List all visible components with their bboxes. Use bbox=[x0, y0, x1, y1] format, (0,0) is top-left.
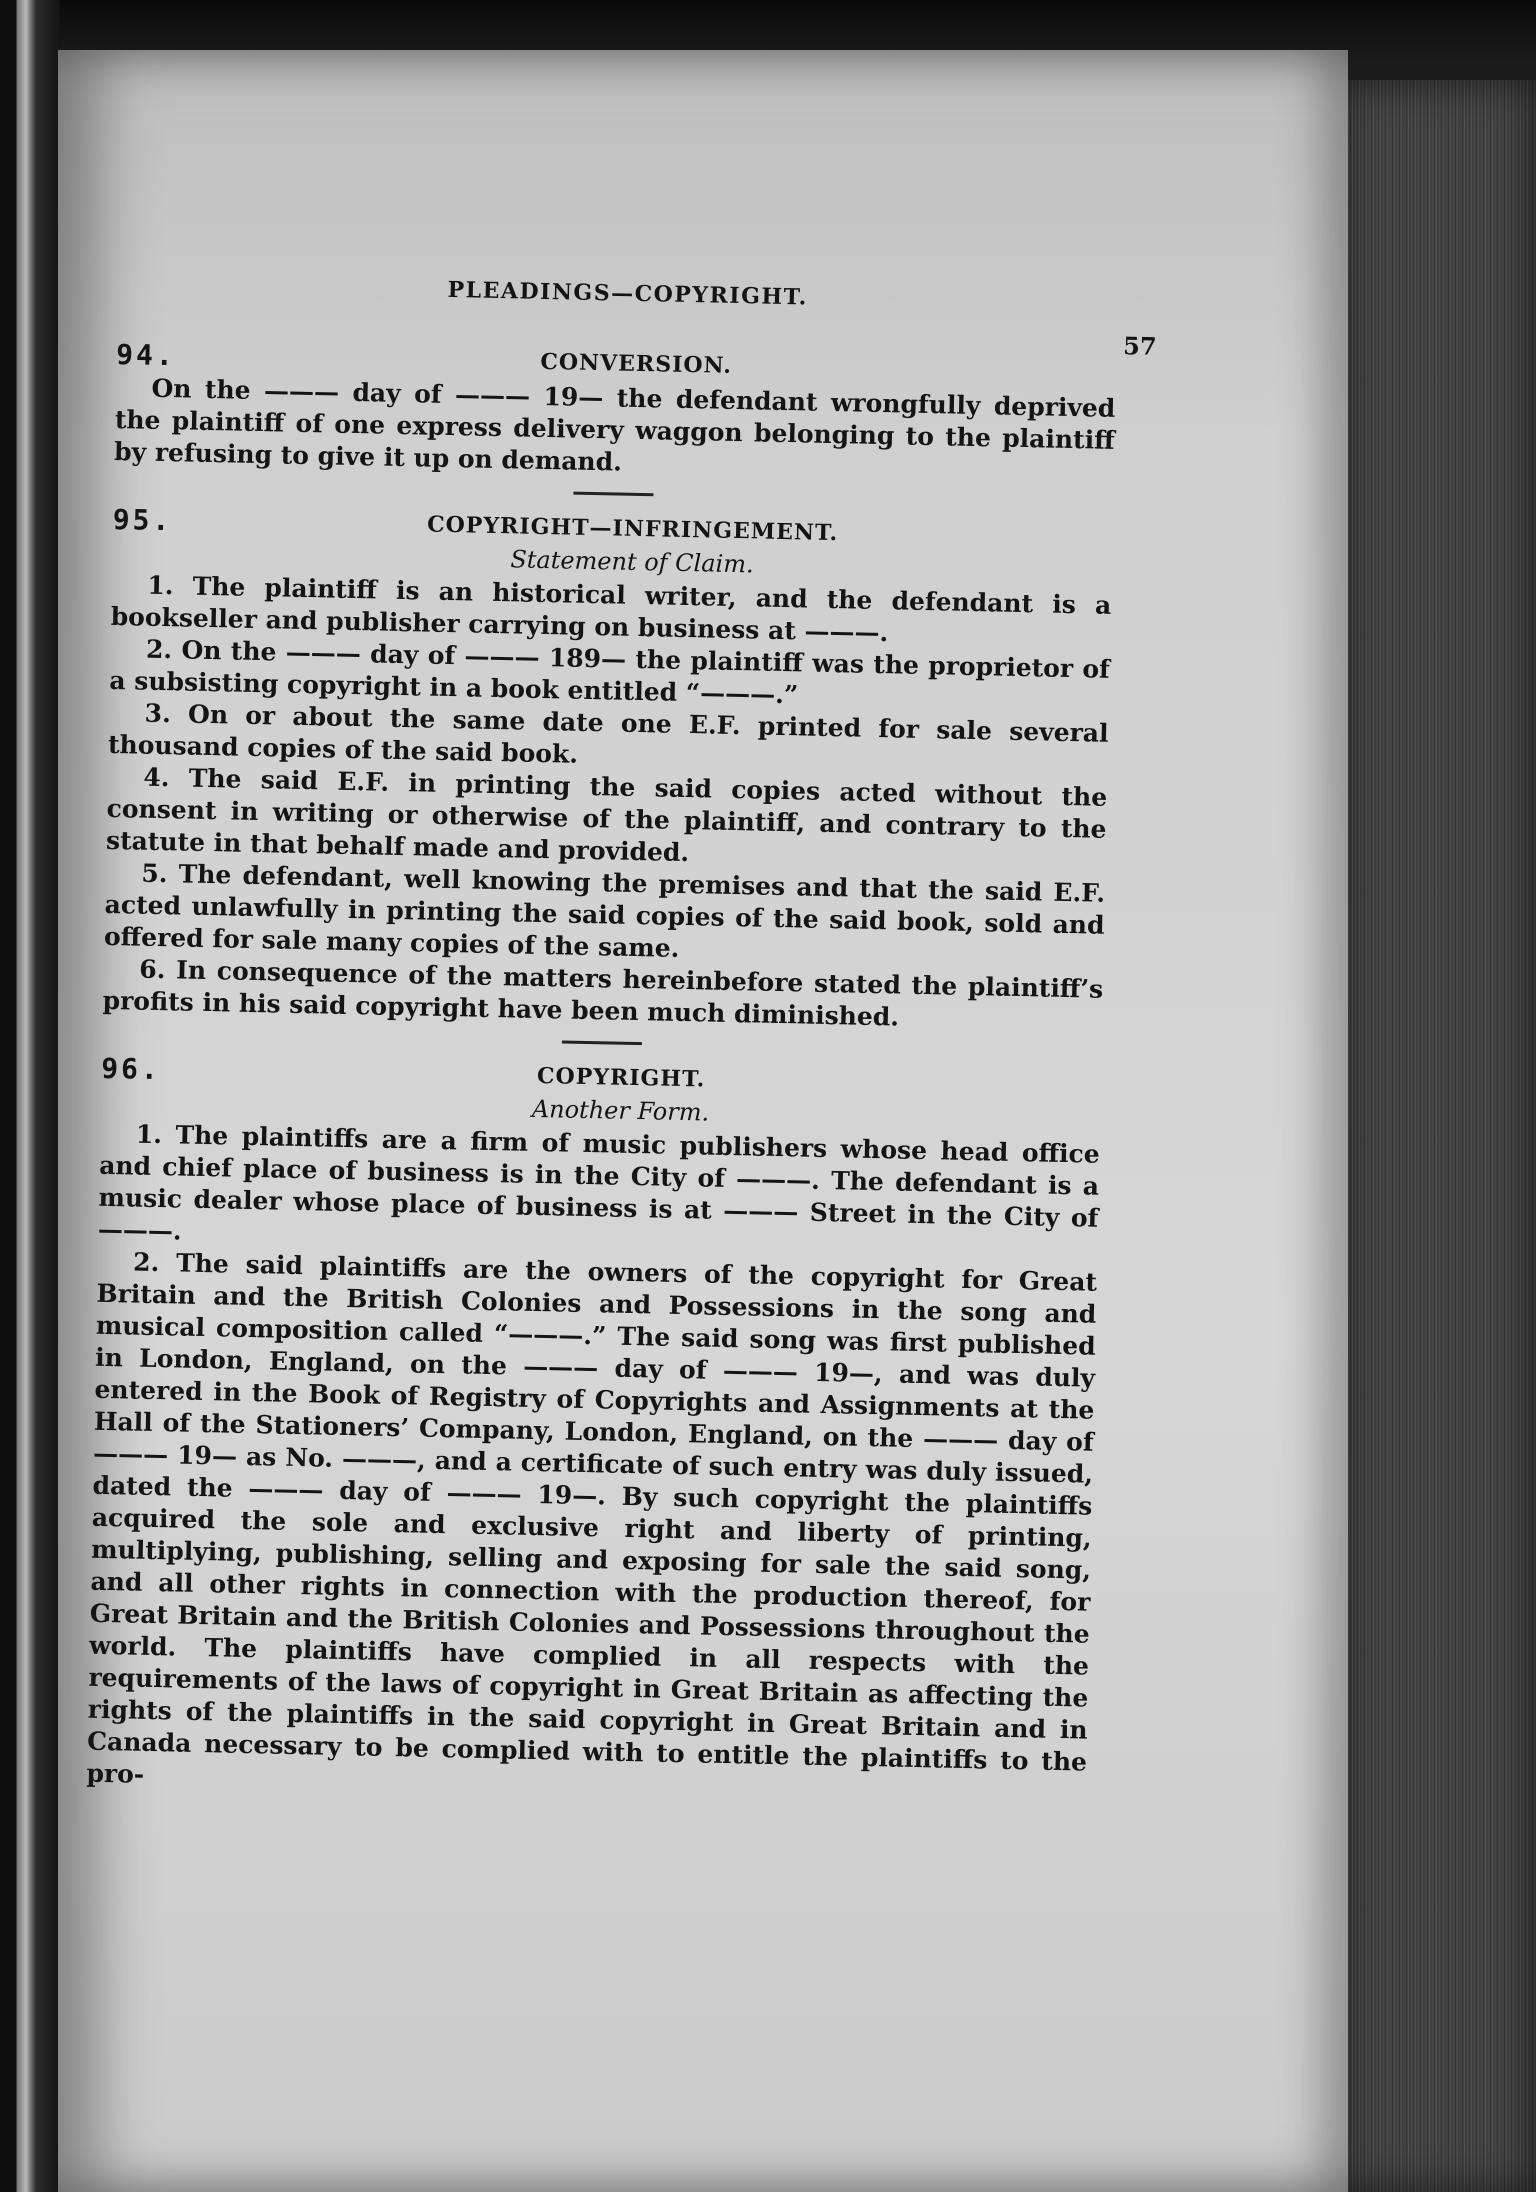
paragraph: 1. The plaintiff is an historical writer, and the defendant is a bookseller and publisher carrying on business at ———. bbox=[110, 570, 1112, 648]
paragraph: 2. On the ——— day of ——— 189— the plaintiff was the proprietor of a subsisting copyright in a book entitled “———.” bbox=[109, 634, 1111, 710]
section-95 bbox=[102, 502, 1113, 1038]
section-divider bbox=[573, 492, 653, 497]
paragraph: 1. The plaintiffs are a firm of music publishers whose head office and chief place of business is in the City of ———. The defendant is a music dealer whose place of business is at ——— Street in the City of ———. bbox=[97, 1119, 1101, 1246]
scan-left-edge bbox=[0, 0, 60, 2192]
section-divider bbox=[562, 1040, 642, 1045]
section-subheading: Another Form. bbox=[531, 1094, 710, 1127]
paragraph: 4. The said E.F. in printing the said copies acted without the consent in writing or otherwise of the plaintiff, and contrary to the statute in that behalf made and provided. bbox=[105, 762, 1108, 868]
paragraph: 3. On or about the same date one E.F. printed for sale several thousand copies of the said book. bbox=[107, 698, 1109, 769]
section-94 bbox=[113, 337, 1116, 489]
running-title: PLEADINGS—COPYRIGHT. bbox=[447, 276, 809, 311]
page-text bbox=[86, 270, 1157, 1811]
book-page-edges bbox=[1340, 80, 1536, 2192]
paragraph: On the ——— day of ——— 19— the defendant wrongfully deprived the plaintiff of one express delivery waggon belonging to the plaintiff by refusing to give it up on demand. bbox=[113, 373, 1116, 477]
paragraph: 6. In consequence of the matters hereinbefore stated the plaintiff’s profits in his said copyright have been much diminished. bbox=[102, 954, 1104, 1032]
section-number: 94. bbox=[115, 337, 177, 373]
section-heading: COPYRIGHT—INFRINGEMENT. bbox=[426, 511, 839, 547]
paragraph: 5. The defendant, well knowing the premises and that the said E.F. acted unlawfully in printing the said copies of the said book, sold and offered for sale many copies of the same. bbox=[103, 858, 1106, 963]
section-heading: COPYRIGHT. bbox=[536, 1062, 706, 1093]
section-heading: CONVERSION. bbox=[540, 348, 733, 379]
section-subheading: Statement of Claim. bbox=[510, 545, 754, 579]
section-number: 95. bbox=[112, 502, 173, 538]
page-number: 57 bbox=[1122, 331, 1157, 361]
section-96 bbox=[86, 1051, 1101, 1811]
paragraph: 2. The said plaintiffs are the owners of the copyright for Great Britain and the British Colonies and Possessions in the song and musical composition called “———.” The said song was first published in London, England, on the ——— day of ——— 19—, and was duly entered in the Book of Registry of Copyrights and Assignments at the Hall of the Stationers’ Company, London, England, on the ——— day of ——— 19— as No. ———, and a certificate of such entry was duly issued, dated the ——— day of ——— 19—. By such copyright the plaintiffs acquired the sole and exclusive right and liberty of printing, multiplying, publishing, selling and exposing for sale the said song, and all other rights in connection with the production thereof, for Great Britain and the British Colonies and Possessions throughout the world. The plaintiffs have complied in all respects with the requirements of the laws of copyright in Great Britain as affecting the rights of the plaintiffs in the said copyright in Great Britain and in Canada necessary to be complied with to entitle the plaintiffs to the pro- bbox=[86, 1247, 1098, 1789]
section-number: 96. bbox=[100, 1051, 162, 1087]
